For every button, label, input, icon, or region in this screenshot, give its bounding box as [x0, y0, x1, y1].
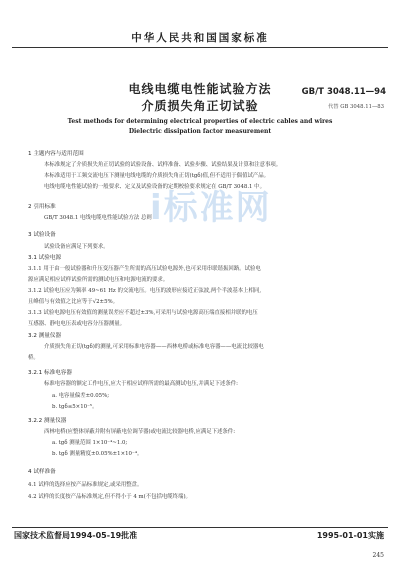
body-text-line: 本标准适用于工频交流电压下测量电线电缆的介质损失角正切(tgδ)值,但不适用于偶值试产品。 [44, 173, 270, 179]
body-text-line: 本标准规定了介质损失角正切试验的试验设备、试样准备、试验步骤、试验结果及计算和注意事项。 [44, 162, 282, 168]
section-heading: 3.1 试验电源 [28, 255, 62, 261]
replaces-standard: 代替 GB 3048.11—83 [327, 104, 384, 110]
document-title-line-1: 电线电缆电性能试验方法 [128, 82, 272, 96]
english-title-line-1: Test methods for determining electrical properties of electric cables and wires [67, 118, 333, 125]
document-title-line-2: 介质损失角正切试验 [141, 99, 259, 113]
body-text-line: 3.1.2 试验电压应为频率 49~61 Hz 的交流电压。电压的波形应接近正弦波,两个半波基本上相同, [28, 288, 262, 294]
english-title-line-2: Dielectric dissipation factor measurement [128, 128, 272, 135]
header-rule [12, 47, 388, 48]
body-text-line: 4.2 试样的长度按产品标准规定,但不得小于 4 m(不包括电缆终端)。 [28, 494, 191, 500]
body-text-line: 互感器、静电电压表或电容分压器测量。 [28, 321, 126, 327]
standard-header: 中华人民共和国国家标准 [131, 32, 269, 44]
body-text-line: 4.1 试样的选择应按产品标准规定,或采用整盘。 [28, 482, 143, 488]
body-text-line: 标准电容器的额定工作电压,应大于相应试样所需的最高测试电压,并满足下述条件: [44, 381, 238, 387]
body-text-line: 3.1.3 试验电源电压有效值的测量误差应不超过±3%,可采用与试验电源高压端直接相并联的电压 [28, 310, 258, 316]
section-heading: 3.2.2 测量仪器 [28, 418, 67, 424]
body-text-line: 且峰值与有效值之比应等于√2±5%。 [28, 299, 119, 305]
approval-info: 国家技术监督局1994-05-19批准 [14, 531, 138, 540]
section-heading: 1 主题内容与适用范围 [28, 151, 84, 157]
standard-code: GB/T 3048.11—94 [301, 87, 386, 97]
body-text-line: 电线电缆电性能试验的一般要求、定义及试验设备的定期校验要求规定在 GB/T 3048.1 中。 [44, 184, 265, 190]
body-text-line: 源应满足相应试样试验所需的测试电压和电源电流的要求。 [28, 277, 169, 283]
body-text-line: GB/T 3048.1 电线电缆电性能试验方法 总则 [44, 215, 152, 221]
section-heading: 4 试样准备 [28, 469, 56, 475]
body-text-line: 介质损失角正切(tgδ)的测量,可采用标准电容器——西林电桥或标准电容器——电流比较器电 [44, 344, 264, 350]
body-text-line: 试验设备应满足下列要求。 [44, 244, 109, 250]
watermark: i标准网 [150, 188, 272, 228]
body-text-line: b. tgδ 测量精度±0.05%±1×10⁻⁴。 [52, 451, 143, 457]
implementation-date: 1995-01-01实施 [316, 531, 384, 540]
section-heading: 2 引用标准 [28, 204, 56, 210]
section-heading: 3.2.1 标准电容器 [28, 370, 72, 376]
body-text-line: a. 电容量偏差±0.05%; [52, 393, 110, 399]
body-text-line: b. tgδ≤5×10⁻⁵。 [52, 404, 98, 410]
body-text-line: 西林电桥(应整体屏蔽并附有屏蔽电位调节器)或电流比较器电桥,应满足下述条件: [44, 429, 236, 435]
body-text-line: 3.1.1 用于由一般试验器和升压变压器产生所需的高压试验电源外,也可采用串联谐振回路。试验电 [28, 266, 261, 272]
body-text-line: 桥。 [28, 355, 39, 361]
section-heading: 3 试验设备 [28, 232, 56, 238]
page-number: 245 [372, 552, 384, 559]
body-text-line: a. tgδ 测量范围 1×10⁻⁴~1.0; [52, 440, 128, 446]
footer-rule [12, 527, 388, 528]
section-heading: 3.2 测量仪器 [28, 333, 62, 339]
